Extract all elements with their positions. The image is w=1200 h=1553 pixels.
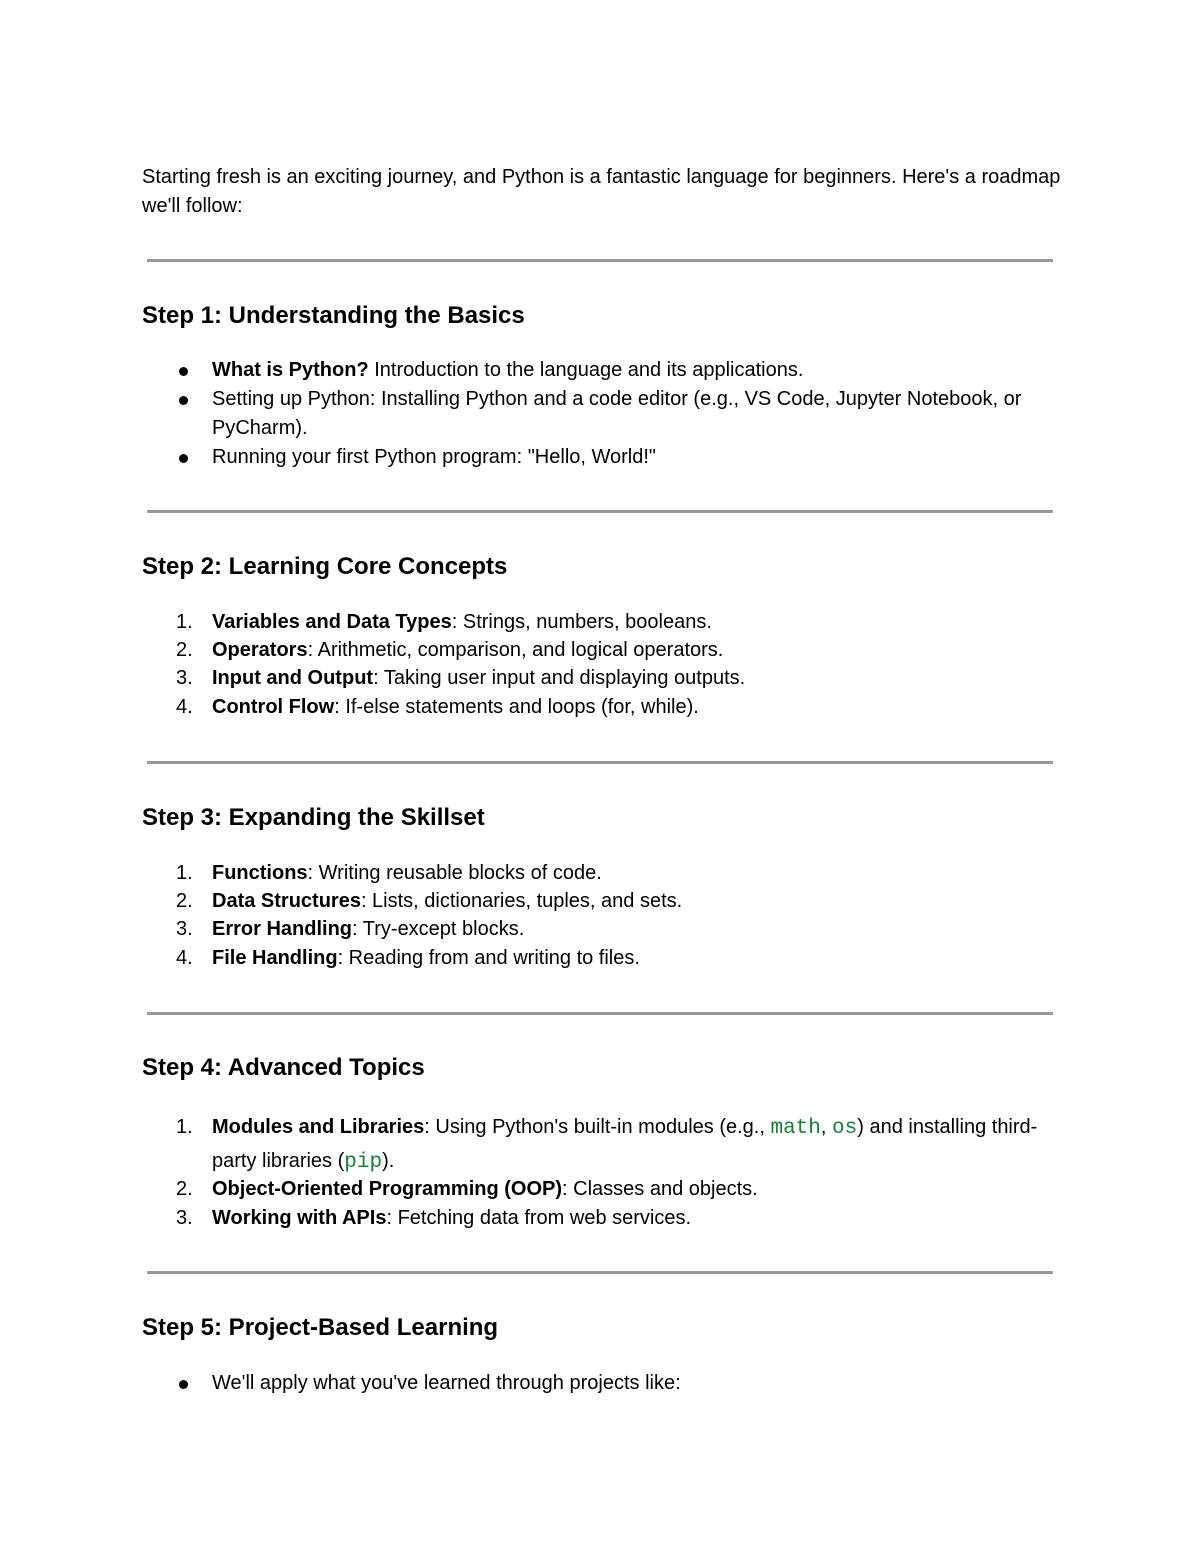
item-text: Introduction to the language and its applications. bbox=[368, 359, 804, 381]
item-text: We'll apply what you've learned through projects like: bbox=[212, 1372, 681, 1394]
item-bold-label: Operators bbox=[212, 639, 308, 661]
item-text: : Taking user input and displaying outputs. bbox=[373, 667, 746, 689]
list-number: 2. bbox=[176, 639, 193, 661]
inline-code: pip bbox=[344, 1151, 383, 1174]
item-text: : Strings, numbers, booleans. bbox=[451, 611, 712, 633]
item-bold-label: Working with APIs bbox=[212, 1207, 387, 1229]
item-bold-label: Functions bbox=[212, 862, 308, 884]
item-text: : Lists, dictionaries, tuples, and sets. bbox=[360, 890, 683, 912]
item-bold-label: Modules and Libraries bbox=[212, 1116, 425, 1138]
step-5-heading: Step 5: Project-Based Learning bbox=[142, 1314, 499, 1341]
item-text: : Fetching data from web services. bbox=[386, 1207, 692, 1229]
horizontal-rule bbox=[147, 761, 1053, 764]
list-number: 3. bbox=[176, 1207, 193, 1229]
item-bold-label: Input and Output bbox=[212, 667, 374, 689]
intro-paragraph: Starting fresh is an exciting journey, and Python is a fantastic language for beginners. Here's a roadmap we'll follow: bbox=[142, 166, 1061, 217]
bullet-icon bbox=[179, 396, 188, 405]
bullet-icon bbox=[179, 367, 188, 376]
item-text: : Classes and objects. bbox=[562, 1178, 758, 1200]
item-text: : Try-except blocks. bbox=[352, 918, 525, 940]
horizontal-rule bbox=[147, 1012, 1053, 1015]
item-bold-label: File Handling bbox=[212, 947, 338, 969]
item-bold-label: Variables and Data Types bbox=[212, 611, 452, 633]
list-number: 2. bbox=[176, 890, 193, 912]
list-number: 1. bbox=[176, 1116, 193, 1138]
item-bold-label: Control Flow bbox=[212, 696, 335, 718]
item-text: Running your first Python program: "Hello, World!" bbox=[212, 446, 657, 468]
item-text: ) and installing third-party libraries ( bbox=[212, 1116, 1038, 1172]
list-number: 4. bbox=[176, 696, 193, 718]
item-text: : Reading from and writing to files. bbox=[337, 947, 640, 969]
list-number: 3. bbox=[176, 667, 193, 689]
item-text: : Writing reusable blocks of code. bbox=[307, 862, 602, 884]
item-text: ). bbox=[382, 1150, 395, 1172]
list-number: 3. bbox=[176, 918, 193, 940]
item-bold-label: What is Python? bbox=[212, 359, 369, 381]
item-text: Setting up Python: Installing Python and a code editor (e.g., VS Code, Jupyter Notebook, or PyCharm). bbox=[212, 388, 1022, 439]
item-bold-label: Error Handling bbox=[212, 918, 353, 940]
horizontal-rule bbox=[147, 510, 1053, 513]
inline-code: math bbox=[770, 1117, 821, 1140]
horizontal-rule bbox=[147, 259, 1053, 262]
item-text: : If-else statements and loops (for, while). bbox=[334, 696, 699, 718]
item-bold-label: Data Structures bbox=[212, 890, 361, 912]
step-4-heading: Step 4: Advanced Topics bbox=[142, 1054, 425, 1081]
bullet-icon bbox=[179, 454, 188, 463]
step-2-heading: Step 2: Learning Core Concepts bbox=[142, 553, 508, 580]
list-number: 2. bbox=[176, 1178, 193, 1200]
item-text: , bbox=[820, 1116, 833, 1138]
bullet-icon bbox=[179, 1380, 188, 1389]
list-number: 4. bbox=[176, 947, 193, 969]
step-3-heading: Step 3: Expanding the Skillset bbox=[142, 804, 485, 831]
step-1-heading: Step 1: Understanding the Basics bbox=[142, 302, 525, 329]
list-number: 1. bbox=[176, 862, 193, 884]
item-text: : Arithmetic, comparison, and logical operators. bbox=[307, 639, 724, 661]
horizontal-rule bbox=[147, 1271, 1053, 1274]
item-bold-label: Object-Oriented Programming (OOP) bbox=[212, 1178, 563, 1200]
item-text: : Using Python's built-in modules (e.g., bbox=[424, 1116, 771, 1138]
inline-code: os bbox=[832, 1117, 858, 1140]
list-number: 1. bbox=[176, 611, 193, 633]
